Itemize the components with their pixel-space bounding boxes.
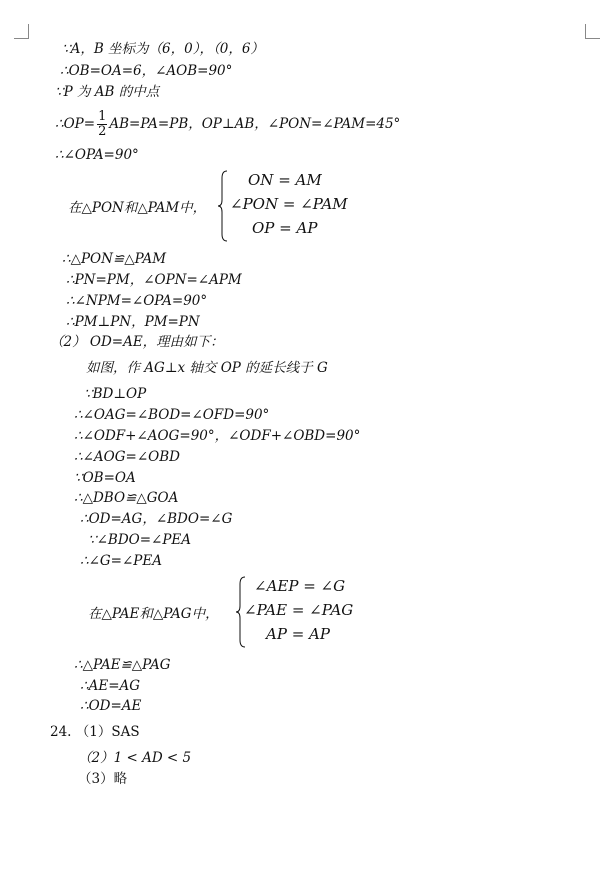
page-corner-mark-right <box>585 24 600 39</box>
solution-line: ∴PN=PM，∠OPN=∠APM <box>66 272 242 288</box>
solution-line: ∴△PON≌△PAM <box>62 251 167 267</box>
op-half-ab-line <box>55 110 400 139</box>
solution-line: （2） OD=AE，理由如下： <box>50 334 224 350</box>
op-line-prefix: ∴OP= <box>55 116 96 132</box>
solution-line: ∴△PAE≌△PAG <box>74 657 171 673</box>
page-corner-mark-left <box>14 24 29 39</box>
solution-line: ∴∠ODF+∠AOG=90°，∠ODF+∠OBD=90° <box>74 428 361 444</box>
system2-lead: 在△PAE和△PAG中， <box>88 606 219 622</box>
solution-line: ∵∠BDO=∠PEA <box>88 532 192 548</box>
solution-line: ∵BD⊥OP <box>84 386 147 402</box>
system2-eq-2: ∠PAE = ∠PAG <box>244 601 354 619</box>
solution-line: ∵P 为 AB 的中点 <box>55 84 160 100</box>
system1-lead: 在△PON和△PAM中， <box>68 200 207 216</box>
system1-equations <box>218 170 358 242</box>
system1-eq-2: ∠PON = ∠PAM <box>230 195 348 213</box>
solution-line: ∴OD=AE <box>80 698 142 714</box>
fraction-denominator: 2 <box>98 124 107 139</box>
fraction-one-half <box>97 110 107 139</box>
solution-line: ∴PM⊥PN，PM=PN <box>66 314 200 330</box>
solution-line: ∴OB=OA=6，∠AOB=90° <box>60 63 233 79</box>
solution-line: ∴△DBO≌△GOA <box>74 490 179 506</box>
solution-line: （2）1 < AD < 5 <box>78 750 192 766</box>
left-brace-icon <box>218 170 228 242</box>
solution-line: ∴∠NPM=∠OPA=90° <box>66 293 208 309</box>
solution-line: ∴∠OPA=90° <box>55 147 139 163</box>
system2-equations <box>236 576 376 648</box>
system2-eq-3: AP = AP <box>266 625 330 643</box>
solution-line: ∴OD=AG，∠BDO=∠G <box>80 511 233 527</box>
system1-eq-1: ON = AM <box>248 171 322 189</box>
op-line-suffix: AB=PA=PB，OP⊥AB，∠PON=∠PAM=45° <box>109 116 401 132</box>
solution-line: ∵OB=OA <box>74 470 136 486</box>
solution-line: ∴AE=AG <box>80 678 141 694</box>
solution-line: ∴∠OAG=∠BOD=∠OFD=90° <box>74 407 270 423</box>
system1-eq-3: OP = AP <box>252 219 318 237</box>
solution-line: ∴∠G=∠PEA <box>80 553 162 569</box>
fraction-numerator: 1 <box>98 109 107 124</box>
solution-line: ∵A，B 坐标为（6，0），（0，6） <box>62 41 264 57</box>
system2-eq-1: ∠AEP = ∠G <box>254 577 346 595</box>
solution-line: （3）略 <box>78 771 128 787</box>
solution-line: ∴∠AOG=∠OBD <box>74 449 180 465</box>
solution-line: 如图，作 AG⊥x 轴交 OP 的延长线于 G <box>86 360 328 376</box>
solution-line: 24. （1）SAS <box>50 724 140 740</box>
